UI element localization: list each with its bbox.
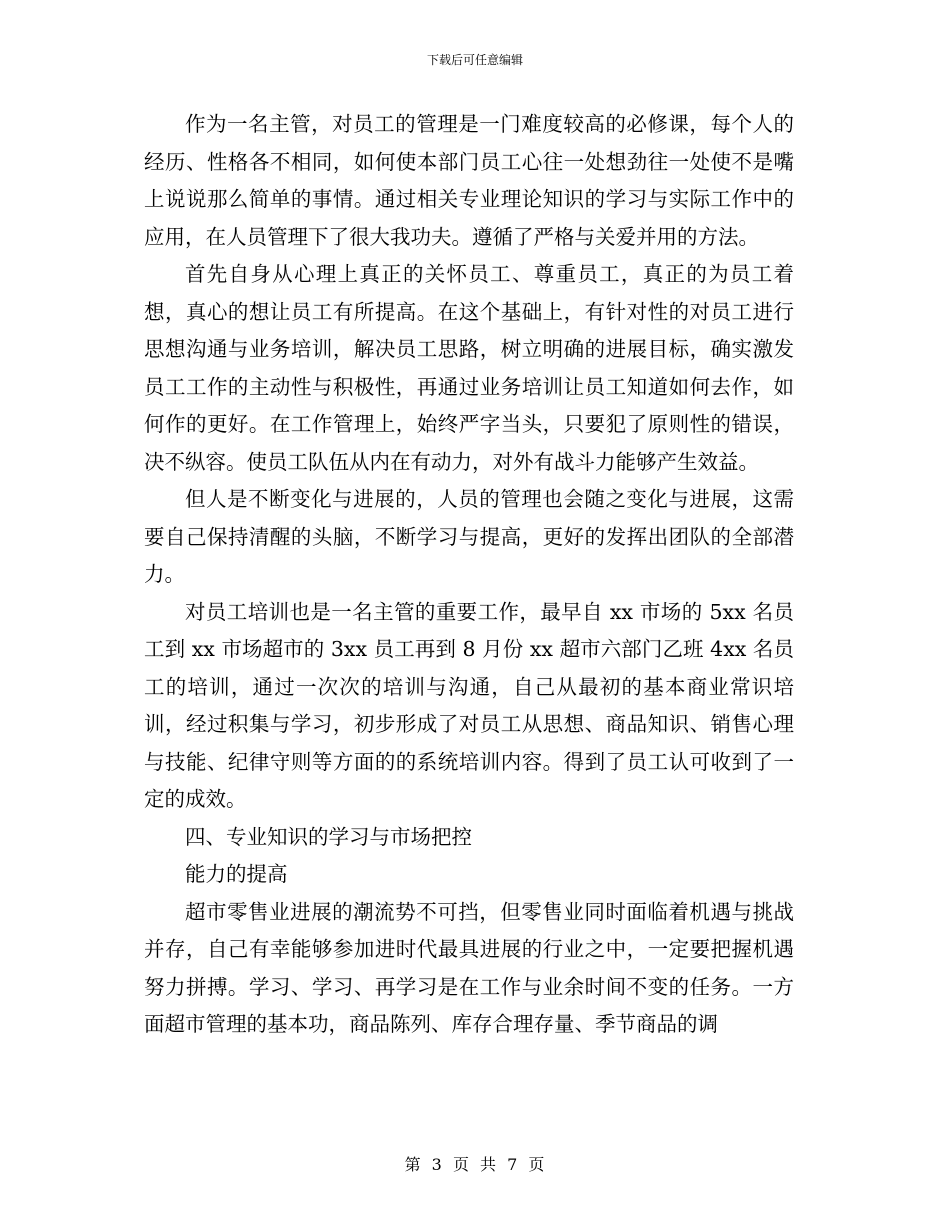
paragraph-staff-training: 对员工培训也是一名主管的重要工作，最早自 xx 市场的 5xx 名员工到 xx 市场超市的 3xx 员工再到 8 月份 xx 超市六部门乙班 4xx 名员工的培训，通过一次次的培训与沟通，自己从最初的基本商业常识培训，经过积集与学习，初步形成了对员工从思想、商品知识、销售心理与技能、纪律守则等方面的的系统培训内容。得到了员工认可收到了一定的成效。 <box>144 599 794 811</box>
section-heading: 四、专业知识的学习与市场把控 <box>185 824 472 849</box>
paragraph-care-for-staff: 首先自身从心理上真正的关怀员工、尊重员工，真正的为员工着想，真心的想让员工有所提高。在这个基础上，有针对性的对员工进行思想沟通与业务培训，解决员工思路，树立明确的进展目标，确实激发员工工作的主动性与积极性，再通过业务培训让员工知道如何去作，如何作的更好。在工作管理上，始终严字当头，只要犯了原则性的错误，决不纵容。使员工队伍从内在有动力，对外有战斗力能够产生效益。 <box>144 262 794 474</box>
section-heading-continued: 能力的提高 <box>185 862 288 886</box>
paragraph-retail-industry: 超市零售业进展的潮流势不可挡，但零售业同时面临着机遇与挑战并存，自己有幸能够参加进时代最具进展的行业之中，一定要把握机遇努力拼搏。学习、学习、再学习是在工作与业余时间不变的任务。一方面超市管理的基本功，商品陈列、库存合理存量、季节商品的调 <box>144 899 794 1036</box>
page-header: 下载后可任意编辑 <box>426 53 523 67</box>
paragraph-management: 作为一名主管，对员工的管理是一门难度较高的必修课，每个人的经历、性格各不相同，如何使本部门员工心往一处想劲往一处使不是嘴上说说那么简单的事情。通过相关专业理论知识的学习与实际工作中的应用，在人员管理下了很大我功夫。遵循了严格与关爱并用的方法。 <box>144 112 794 249</box>
page-number: 第 3 页 共 7 页 <box>404 1155 546 1174</box>
paragraph-change-and-progress: 但人是不断变化与进展的，人员的管理也会随之变化与进展，这需要自己保持清醒的头脑，不断学习与提高，更好的发挥出团队的全部潜力。 <box>144 487 794 586</box>
document-body <box>144 106 794 1044</box>
